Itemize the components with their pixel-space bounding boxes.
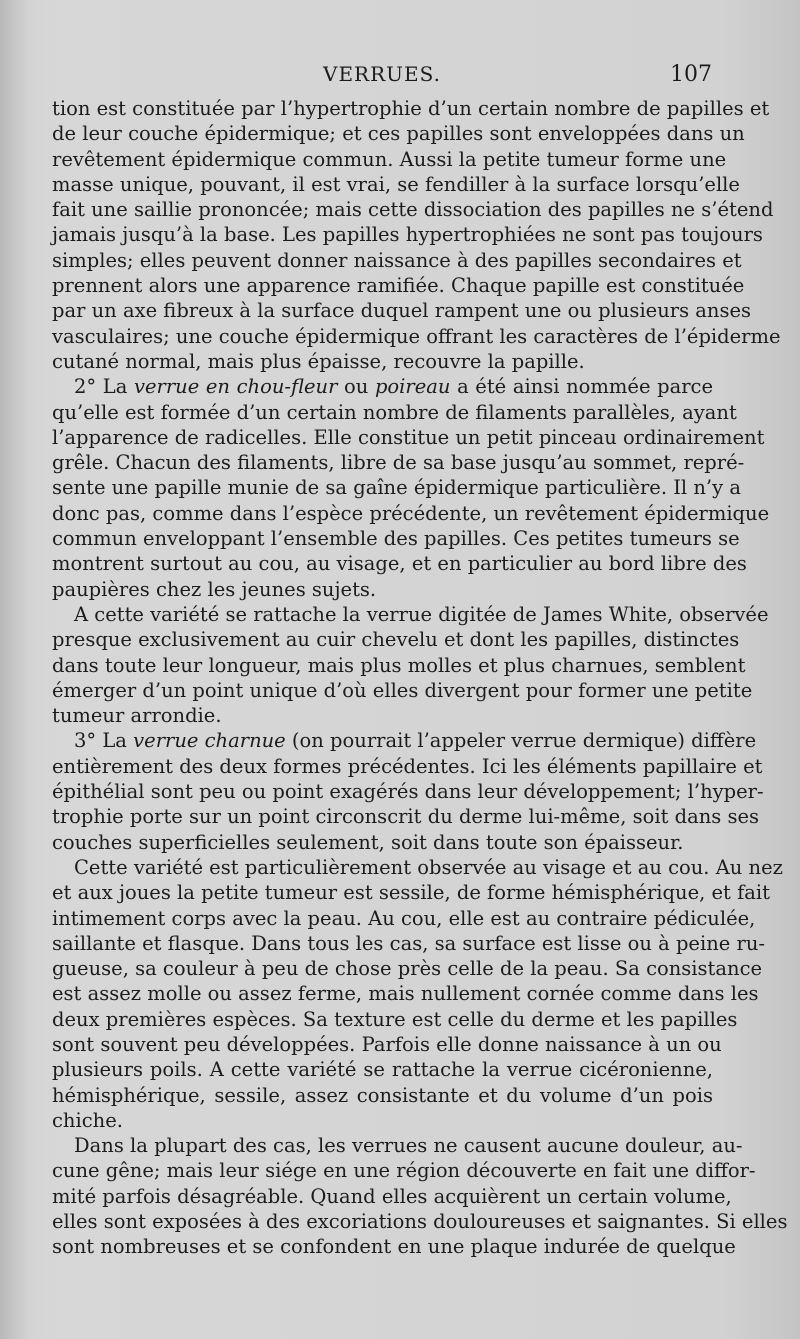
text-line: chiche. — [52, 1108, 123, 1132]
text-line: de leur couche épidermique; et ces papilles sont enveloppées dans un — [52, 122, 745, 146]
text-line: presque exclusivement au cuir chevelu et dont les papilles, distinctes — [52, 628, 740, 652]
text-line: montrent surtout au cou, au visage, et en particulier au bord libre des — [52, 552, 747, 576]
text-line — [52, 728, 757, 753]
text-line: Cette variété est particulièrement observée au visage et au cou. Au nez — [74, 855, 783, 879]
text-line: par un axe fibreux à la surface duquel rampent une ou plusieurs anses — [52, 299, 752, 323]
text-line: elles sont exposées à des excoriations douloureuses et saignantes. Si elles — [52, 1210, 788, 1234]
text-line: couches superficielles seulement, soit dans toute son épaisseur. — [52, 830, 684, 854]
text-line: simples; elles peuvent donner naissance à des papilles secondaires et — [52, 248, 742, 272]
running-title: VERRUES. — [323, 62, 441, 86]
text-line: est assez molle ou assez ferme, mais nullement cornée comme dans les — [52, 982, 759, 1006]
text-line: Dans la plupart des cas, les verrues ne causent aucune douleur, au- — [74, 1134, 743, 1158]
text-line: commun enveloppant l’ensemble des papilles. Ces petites tumeurs se — [52, 527, 740, 551]
text-line: l’apparence de radicelles. Elle constitue un petit pinceau ordinairement — [52, 425, 765, 449]
text-segment: ou — [337, 375, 375, 399]
text-line: sont souvent peu développées. Parfois elle donne naissance à un ou — [52, 1032, 722, 1056]
text-line: entièrement des deux formes précédentes. Ici les éléments papillaire et — [52, 754, 763, 778]
text-line: sont nombreuses et se confondent en une plaque indurée de quelque — [52, 1235, 736, 1259]
text-line: deux premières espèces. Sa texture est celle du derme et les papilles — [52, 1007, 738, 1031]
text-line: prennent alors une apparence ramifiée. Chaque papille est constituée — [52, 274, 745, 298]
text-line: intimement corps avec la peau. Au cou, elle est au contraire pédiculée, — [52, 906, 756, 930]
text-line: qu’elle est formée d’un certain nombre de filaments parallèles, ayant — [52, 400, 737, 424]
text-line: cune gêne; mais leur siége en une région découverte en fait une diffor- — [52, 1159, 756, 1183]
text-line: cutané normal, mais plus épaisse, recouvre la papille. — [52, 349, 585, 373]
text-line: tumeur arrondie. — [52, 704, 222, 728]
page-header — [52, 58, 712, 88]
text-line: épithélial sont peu ou point exagérés dans leur développement; l’hyper- — [52, 780, 764, 804]
text-line: hémisphérique, sessile, assez consistante et du volume d’un pois — [52, 1083, 713, 1107]
text-line: gueuse, sa couleur à peu de chose près celle de la peau. Sa consistance — [52, 957, 763, 981]
text-line: trophie porte sur un point circonscrit du derme lui-même, soit dans ses — [52, 805, 760, 829]
text-line: grêle. Chacun des filaments, libre de sa base jusqu’au sommet, repré- — [52, 451, 745, 475]
text-segment: (on pourrait l’appeler verrue dermique) diffère — [285, 729, 757, 753]
text-line: saillante et flasque. Dans tous les cas, sa surface est lisse ou à peine ru- — [52, 931, 765, 955]
text-line: émerger d’un point unique d’où elles divergent pour former une petite — [52, 678, 753, 702]
text-line: et aux joues la petite tumeur est sessile, de forme hémisphérique, et fait — [52, 881, 771, 905]
text-line: masse unique, pouvant, il est vrai, se fendiller à la surface lorsqu’elle — [52, 172, 740, 196]
italic-term: verrue en chou-fleur — [133, 375, 338, 399]
text-line — [52, 374, 713, 399]
text-line: jamais jusqu’à la base. Les papilles hypertrophiées ne sont pas toujours — [52, 223, 763, 247]
text-line: fait une saillie prononcée; mais cette dissociation des papilles ne s’étend — [52, 198, 774, 222]
text-line: vasculaires; une couche épidermique offrant les caractères de l’épiderme — [52, 324, 781, 348]
italic-term: poireau — [374, 375, 451, 399]
text-line: revêtement épidermique commun. Aussi la petite tumeur forme une — [52, 147, 727, 171]
text-line: tion est constituée par l’hypertrophie d’un certain nombre de papilles et — [52, 97, 770, 120]
text-line: mité parfois désagréable. Quand elles acquièrent un certain volume, — [52, 1184, 732, 1208]
text-segment: a été ainsi nommée parce — [450, 375, 713, 399]
page-number: 107 — [670, 62, 712, 87]
body-text — [52, 96, 788, 1260]
text-line: donc pas, comme dans l’espèce précédente, un revêtement épidermique — [52, 501, 770, 525]
text-line: paupières chez les jeunes sujets. — [52, 577, 377, 601]
text-line: sente une papille munie de sa gaîne épidermique particulière. Il n’y a — [52, 476, 741, 500]
text-segment: 3° La — [74, 729, 134, 753]
text-line: dans toute leur longueur, mais plus molles et plus charnues, semblent — [52, 653, 746, 677]
text-line: plusieurs poils. A cette variété se rattache la verrue cicéronienne, — [52, 1058, 713, 1082]
italic-term: verrue charnue — [133, 729, 286, 753]
text-line: A cette variété se rattache la verrue digitée de James White, observée — [74, 602, 769, 626]
text-segment: 2° La — [74, 375, 134, 399]
